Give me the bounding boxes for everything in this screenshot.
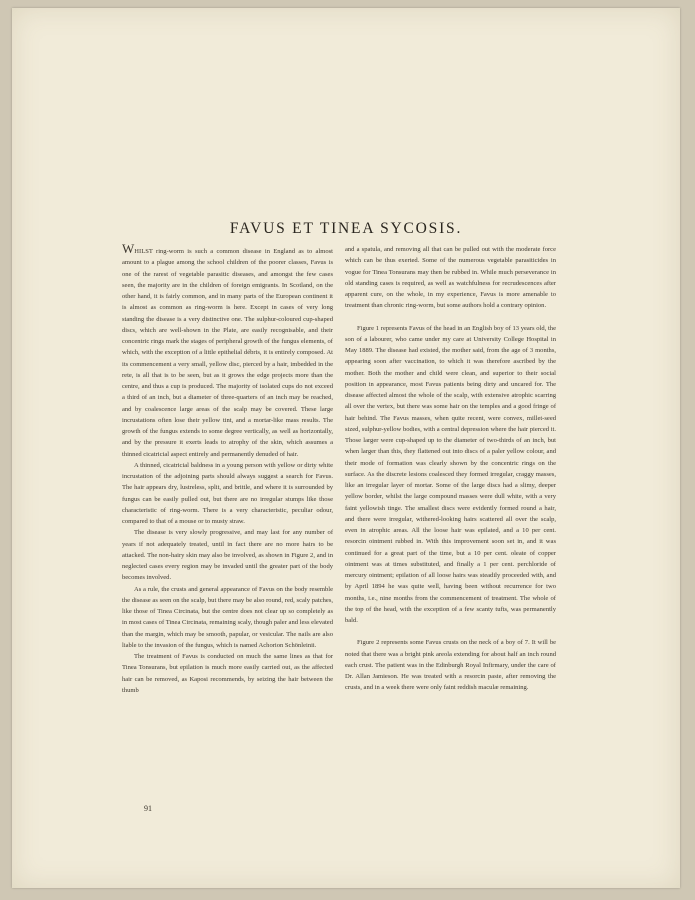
paragraph-7: Figure 1 represents Favus of the head in an English boy of 13 years old, the son of a labourer, who came under my care at University College Hospital in May 1889. The disease had existed, the mother said, from the age of 3 months, appearing soon after vaccination, to which it was therefore ascribed by the mother. Both the mother and child were clean, and superior to their social position in appearance, most Favus patients being dirty and uncared for. The disease affected almost the whole of the scalp, with extensive atrophic scarring all over the vertex, but there was some hair on the temples and a good fringe of hair behind. The Favus masses, when quite recent, were convex, millet-seed sized, sulphur-yellow bodies, with a central depression where the hair pierced it. Those larger were cup-shaped up to the diameter of two-thirds of an inch, but when larger than this, they flattened out into discs of a paler yellow colour, and their mode of formation was clearly shown by the concentric rings on the surface. As the discrete lesions coalesced they formed irregular, craggy masses, like an irregular layer of mortar. Some of the large discs had a slimy, deeper yellow border, whilst the large compound masses were dull white, with a very faint yellowish tinge. The smallest discs were evidently formed round a hair, and there were irregular, withered-looking hairs scattered all over the scalp, even in atrophic areas. All the loose hair was epilated, and a 10 per cent. resorcin ointment rubbed in. With this improvement soon set in, and it was continued for a great part of the time, but a 10 per cent. oleate of copper ointment was at times substituted, and finally a 1 per cent. perchloride of mercury ointment; epilation of all loose hairs was steadily proceeded with, and by April 1894 he was quite well, having been without recurrence for two months, i.e., nine months from the commencement of treatment. The whole of the top of the head, with the exception of a few scanty tufts, was permanently bald. — [345, 324, 556, 624]
paragraph-5: The treatment of Favus is conducted on much the same lines as that for Tinea Tonsurans, but epilation is much more easily carried out, as the affected hair can be removed, as Kaposi recommends, by seizing the hair between the thumb — [122, 653, 333, 694]
paragraph-8: Figure 2 represents some Favus crusts on the neck of a boy of 7. It will be noted that there was a bright pink areola extending for about half an inch round each crust. The patient was in the Edinburgh Royal Infirmary, under the care of Dr. Allan Jamieson. He was treated with a resorcin paste, after removing the crusts, and in a week there were only faint reddish maculæ remaining. — [345, 639, 556, 692]
left-column — [122, 241, 333, 696]
paragraph-2: A thinned, cicatricial baldness in a young person with yellow or dirty white incrustation of the adjoining parts should always suggest a search for Favus. The hair appears dry, lustreless, split, and brittle, and where it is surrounded by fungus can be easily pulled out, but there are no irregular stumps like those characteristic of ring-worm. There is a very characteristic, peculiar odour, compared to that of a mouse or to musty straw. — [122, 461, 333, 525]
page-sheet — [12, 8, 680, 888]
paragraph-3: The disease is very slowly progressive, and may last for any number of years if not adequately treated, until in fact there are no more hairs to be attacked. The non-hairy skin may also be involved, as shown in Figure 2, and in neglected cases every region may be invaded until the greater part of the body becomes involved. — [122, 529, 333, 582]
article-title: FAVUS ET TINEA SYCOSIS. — [229, 220, 463, 237]
right-column — [345, 244, 556, 694]
paragraph-1-text: HILST ring-worm is such a common disease in England as to almost amount to a plague among the school children of the poorer classes, Favus is one of the rarest of vegetable parasitic diseases, and amongst the few cases seen, the majority are in the children of foreign emigrants. In Scotland, on the other hand, it is fairly common, and in many parts of the European continent it is almost as common as ring-worm is here. Except in cases of very long standing the disease is a very distinctive one. The sulphur-coloured cup-shaped discs, which are well-shown in the Plate, are easily recognisable, and their concentric rings mark the stages of peripheral growth of the fungus elements, of which, with the exception of a little epithelial débris, it is entirely composed. At its commencement a very small, yellow disc, pierced by a hair, imbedded in the rete, is all that is to be seen, but as it grows the edge projects more than the centre, and thus a cup is produced. The majority of isolated cups do not exceed a third of an inch, but a diameter of three-quarters of an inch may be reached, and by coalescence large areas of the scalp may be covered. These large incrustations often lose their yellow tint, and a mortar-like mass results. The growth of the fungus extends to some degree vertically, as well as horizontally, and by the pressure it exerts leads to atrophy of the skin, which assumes a thinned cicatricial aspect entirely and permanently denuded of hair. — [122, 248, 333, 458]
page-number: 91 — [144, 804, 152, 813]
paragraph-6: and a spatula, and removing all that can be pulled out with the moderate force which can be thus exerted. Some of the numerous vegetable parasiticides in vogue for Tinea Tonsurans may then be rubbed in. While much perseverance in old standing cases is required, as well as watchfulness for recrudescences after apparent cure, on the whole, in my experience, Favus is more amenable to treatment than chronic ring-worm, but some authors hold a contrary opinion. — [345, 246, 556, 310]
drop-cap: W — [122, 241, 135, 256]
paragraph-4: As a rule, the crusts and general appearance of Favus on the body resemble the disease as seen on the scalp, but there may be also round, red, scaly patches, like those of Tinea Circinata, but the centre does not clear up so completely as in most cases of Tinea Circinata, remaining scaly, though paler and less elevated than the margin, which may be smooth, papular, or vesicular. The nails are also liable to the invasion of the fungus, which is named Achorion Schönleinii. — [122, 585, 333, 649]
paragraph-1 — [122, 241, 333, 460]
